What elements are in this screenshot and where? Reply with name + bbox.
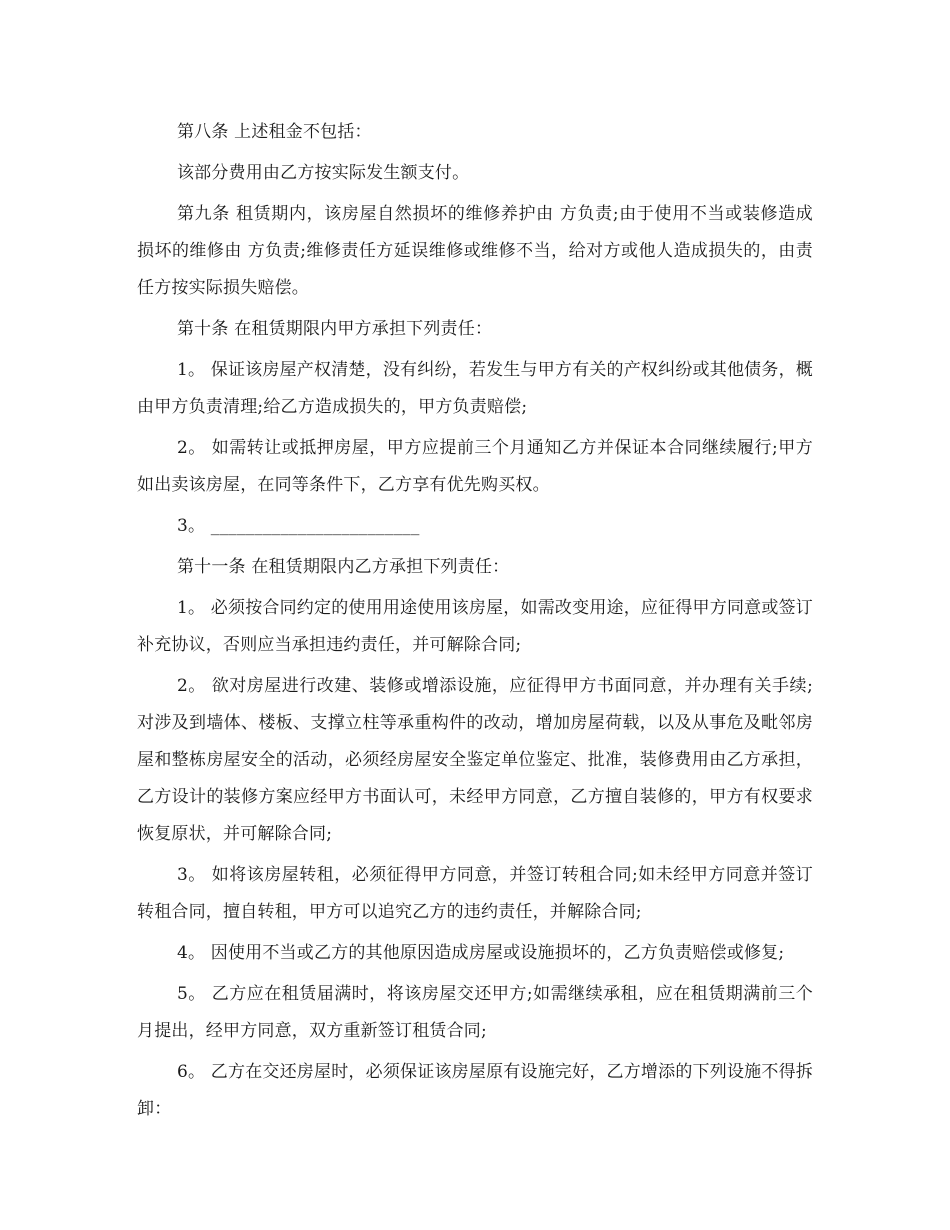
document-page xyxy=(137,114,813,1132)
paragraph-article-10-item-3: 3。 ________________________ xyxy=(176,516,420,536)
paragraph-article-8-payment: 该部分费用由乙方按实际发生额支付。 xyxy=(176,163,470,183)
paragraph-article-10: 第十条 在租赁期限内甲方承担下列责任： xyxy=(176,319,493,339)
paragraph-article-11: 第十一条 在租赁期限内乙方承担下列责任： xyxy=(176,557,510,577)
paragraph-article-11-item-2: 2。 欲对房屋进行改建、装修或增添设施，应征得甲方书面同意，并办理有关手续;对涉及到墙体、楼板、支撑立柱等承重构件的改动，增加房屋荷载，以及从事危及毗邻房屋和整栋房屋安全的活动，必须经房屋安全鉴定单位鉴定、批准，装修费用由乙方承担，乙方设计的装修方案应经甲方书面认可，未经甲方同意，乙方擅自装修的，甲方有权要求恢复原状，并可解除合同; xyxy=(137,676,813,844)
paragraph-article-9: 第九条 租赁期内，该房屋自然损坏的维修养护由 方负责;由于使用不当或装修造成损坏的维修由 方负责;维修责任方延误维修或维修不当，给对方或他人造成损失的，由责任方按实际损失赔偿。 xyxy=(137,204,813,298)
paragraph-article-11-item-4: 4。 因使用不当或乙方的其他原因造成房屋或设施损坏的，乙方负责赔偿或修复; xyxy=(176,943,785,963)
paragraph-article-10-item-2: 2。 如需转让或抵押房屋，甲方应提前三个月通知乙方并保证本合同继续履行;甲方如出卖该房屋，在同等条件下，乙方享有优先购买权。 xyxy=(137,438,813,495)
paragraph-article-11-item-6: 6。 乙方在交还房屋时，必须保证该房屋原有设施完好，乙方增添的下列设施不得拆卸： xyxy=(137,1062,813,1119)
paragraph-article-11-item-1: 1。 必须按合同约定的使用用途使用该房屋，如需改变用途，应征得甲方同意或签订补充协议，否则应当承担违约责任，并可解除合同; xyxy=(137,598,813,655)
paragraph-article-8: 第八条 上述租金不包括： xyxy=(176,122,372,142)
paragraph-article-10-item-1: 1。 保证该房屋产权清楚，没有纠纷，若发生与甲方有关的产权纠纷或其他债务，概由甲方负责清理;给乙方造成损失的，甲方负责赔偿; xyxy=(137,360,813,417)
paragraph-article-11-item-3: 3。 如将该房屋转租，必须征得甲方同意，并签订转租合同;如未经甲方同意并签订转租合同，擅自转租，甲方可以追究乙方的违约责任，并解除合同; xyxy=(137,865,813,922)
paragraph-article-11-item-5: 5。 乙方应在租赁届满时，将该房屋交还甲方;如需继续承租，应在租赁期满前三个月提出，经甲方同意，双方重新签订租赁合同; xyxy=(137,984,813,1041)
